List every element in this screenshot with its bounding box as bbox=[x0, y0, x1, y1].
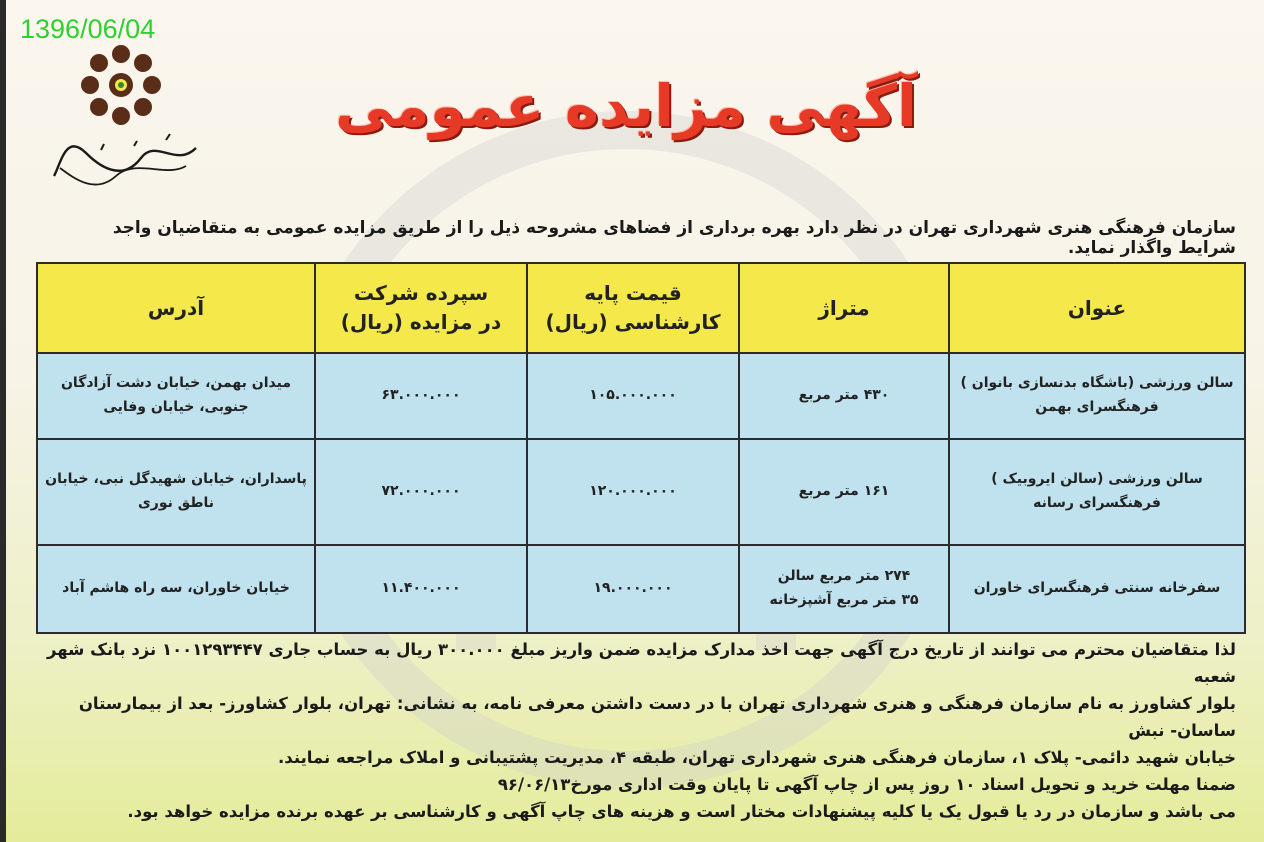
cell-base-price: ۱۰۵.۰۰۰.۰۰۰ bbox=[527, 353, 739, 439]
cell-area-line2: ۳۵ متر مربع آشپزخانه bbox=[769, 592, 919, 608]
cell-deposit: ۶۳.۰۰۰.۰۰۰ bbox=[315, 353, 527, 439]
cell-title-line1: سالن ورزشی (سالن ایروبیک ) bbox=[991, 471, 1203, 488]
header-deposit-line1: سپرده شرکت bbox=[353, 281, 489, 305]
cell-title-line1: سفرخانه سنتی فرهنگسرای خاوران bbox=[973, 580, 1221, 597]
intro-text: سازمان فرهنگی هنری شهرداری تهران در نظر دارد بهره برداری از فضاهای مشروحه ذیل را از طریق مزایده عمومی به متقاضیان واجد شرایط واگذار نماید. bbox=[112, 218, 1236, 258]
auction-table bbox=[36, 262, 1246, 634]
cell-address bbox=[37, 353, 315, 439]
header-address: آدرس bbox=[37, 263, 315, 353]
cell-deposit: ۷۲.۰۰۰.۰۰۰ bbox=[315, 439, 527, 545]
header-deposit bbox=[315, 263, 527, 353]
cell-title bbox=[949, 545, 1245, 633]
cell-area-line1: ۴۳۰ متر مربع bbox=[798, 387, 890, 404]
cell-address-line2: جنوبی، خیابان وفایی bbox=[103, 399, 249, 415]
table-row bbox=[37, 545, 1245, 633]
cell-area bbox=[739, 545, 949, 633]
header-area: متراژ bbox=[739, 263, 949, 353]
table-header-row bbox=[37, 263, 1245, 353]
cell-title-line1: سالن ورزشی (باشگاه بدنسازی بانوان ) bbox=[960, 375, 1234, 392]
cell-title-line2: فرهنگسرای بهمن bbox=[1035, 399, 1159, 415]
footer-line: بلوار کشاورز به نام سازمان فرهنگی و هنری شهرداری تهران با در دست داشتن معرفی نامه، به نشانی: تهران، بلوار کشاورز- بعد از بیمارستان ساسان- نبش bbox=[78, 694, 1236, 740]
header-title: عنوان bbox=[949, 263, 1245, 353]
cell-base-price: ۱۲۰.۰۰۰.۰۰۰ bbox=[527, 439, 739, 545]
table-row bbox=[37, 439, 1245, 545]
org-signature-icon bbox=[46, 128, 206, 188]
header-base-price bbox=[527, 263, 739, 353]
cell-title bbox=[949, 439, 1245, 545]
page-title: آگهی مزایده عمومی bbox=[335, 72, 917, 140]
footer-line: می باشد و سازمان در رد یا قبول یک یا کلیه پیشنهادات مختار است و هزینه های چاپ آگهی و کارشناسی بر عهده برنده مزایده خواهد بود. bbox=[127, 802, 1236, 821]
cell-address-line1: خیابان خاوران، سه راه هاشم آباد bbox=[62, 580, 290, 597]
cell-area-line1: ۲۷۴ متر مربع سالن bbox=[777, 568, 911, 585]
table-row bbox=[37, 353, 1245, 439]
header-base-price-line2: کارشناسی (ریال) bbox=[545, 310, 721, 334]
cell-address bbox=[37, 439, 315, 545]
cell-address-line1: پاسداران، خیابان شهیدگل نبی، خیابان bbox=[45, 471, 307, 488]
cell-base-price: ۱۹.۰۰۰.۰۰۰ bbox=[527, 545, 739, 633]
footer-line: ضمنا مهلت خرید و تحویل اسناد ۱۰ روز پس از چاپ آگهی تا پایان وقت اداری مورخ۹۶/۰۶/۱۳ bbox=[497, 775, 1236, 794]
cell-deposit: ۱۱.۴۰۰.۰۰۰ bbox=[315, 545, 527, 633]
cell-address bbox=[37, 545, 315, 633]
date-stamp: 1396/06/04 bbox=[20, 14, 156, 44]
cell-area bbox=[739, 353, 949, 439]
footer-line: خیابان شهید دائمی- پلاک ۱، سازمان فرهنگی هنری شهرداری تهران، طبقه ۴، مدیریت پشتیبانی و املاک مراجعه نمایند. bbox=[278, 748, 1236, 767]
header-deposit-line2: در مزایده (ریال) bbox=[340, 310, 502, 334]
org-logo-icon bbox=[76, 40, 166, 130]
cell-area-line1: ۱۶۱ متر مربع bbox=[798, 483, 890, 500]
cell-address-line1: میدان بهمن، خیابان دشت آزادگان bbox=[60, 375, 291, 392]
footer-line: لذا متقاضیان محترم می توانند از تاریخ درج آگهی جهت اخذ مدارک مزایده ضمن واریز مبلغ ۳۰۰.۰۰۰ ریال به حساب جاری ۱۰۰۱۲۹۳۴۴۷ نزد بانک شهر شعبه bbox=[46, 640, 1236, 686]
cell-area bbox=[739, 439, 949, 545]
cell-title bbox=[949, 353, 1245, 439]
header-base-price-line1: قیمت پایه bbox=[584, 281, 682, 305]
cell-address-line2: ناطق نوری bbox=[137, 495, 215, 511]
footer-text bbox=[26, 636, 1236, 825]
cell-title-line2: فرهنگسرای رسانه bbox=[1033, 495, 1161, 511]
